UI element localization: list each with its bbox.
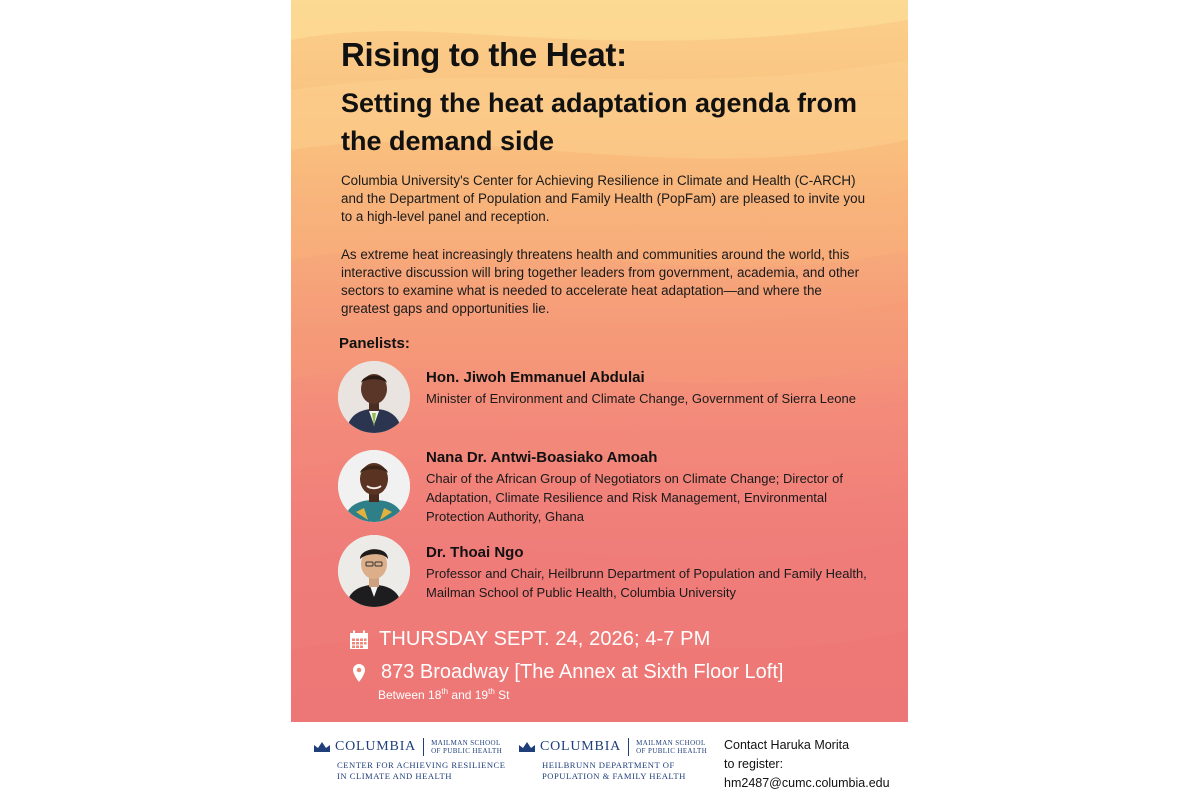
event-flyer bbox=[291, 0, 908, 722]
contact-instruction: to register: bbox=[724, 757, 784, 771]
panelist-photo bbox=[338, 450, 410, 522]
map-pin-icon bbox=[353, 664, 365, 682]
panelist-role: Minister of Environment and Climate Change, Government of Sierra Leone bbox=[426, 391, 856, 406]
panelist-role: Professor and Chair, Heilbrunn Department of Population and Family Health, Mailman School of Public Health, Columbia University bbox=[426, 566, 867, 600]
logo-subtitle: HEILBRUNN DEPARTMENT OF POPULATION & FAMILY HEALTH bbox=[542, 760, 686, 781]
event-date-row bbox=[349, 628, 710, 651]
description-paragraph: As extreme heat increasingly threatens health and communities around the world, this interactive discussion will bring together leaders from government, academia, and other sectors to examine what is needed to accelerate heat adaptation—and where the greatest gaps and opportunities lie. bbox=[341, 247, 860, 316]
logo-divider bbox=[628, 738, 629, 756]
panelist-photo bbox=[338, 361, 410, 433]
contact-name: Contact Haruka Morita bbox=[724, 738, 850, 752]
calendar-icon bbox=[349, 630, 369, 650]
location-cross-streets: Between 18th and 19th St bbox=[378, 687, 510, 702]
logo-wordmark: COLUMBIA bbox=[540, 739, 622, 754]
intro-paragraph: Columbia University's Center for Achieving Resilience in Climate and Health (C-ARCH) and the Department of Population and Family Health (PopFam) are pleased to invite you to a high-level panel and reception. bbox=[341, 173, 866, 224]
event-subtitle: Setting the heat adaptation agenda from the demand side bbox=[341, 88, 858, 156]
crown-icon bbox=[313, 741, 331, 753]
logo-divider bbox=[423, 738, 424, 756]
contact-email-link[interactable]: hm2487@cumc.columbia.edu bbox=[724, 776, 890, 790]
panelist-name: Dr. Thoai Ngo bbox=[426, 544, 524, 561]
event-title: Rising to the Heat: bbox=[341, 36, 627, 73]
logo-wordmark: COLUMBIA bbox=[335, 739, 417, 754]
panelist-name: Hon. Jiwoh Emmanuel Abdulai bbox=[426, 369, 645, 386]
event-date: THURSDAY SEPT. 24, 2026; 4-7 PM bbox=[379, 628, 711, 650]
panelist-role: Chair of the African Group of Negotiators on Climate Change; Director of Adaptation, Climate Resilience and Risk Management, Environmental Protection Authority, Ghana bbox=[426, 471, 843, 524]
panelists-heading: Panelists: bbox=[339, 335, 410, 352]
footer bbox=[0, 722, 1200, 800]
crown-icon bbox=[518, 741, 536, 753]
contact-info bbox=[724, 736, 890, 793]
event-location-row bbox=[353, 661, 783, 684]
panelist-name: Nana Dr. Antwi-Boasiako Amoah bbox=[426, 449, 658, 466]
logo-school-name: MAILMAN SCHOOL OF PUBLIC HEALTH bbox=[636, 739, 708, 755]
logo-school-name: MAILMAN SCHOOL OF PUBLIC HEALTH bbox=[431, 739, 503, 755]
logo-subtitle: CENTER FOR ACHIEVING RESILIENCE IN CLIMATE AND HEALTH bbox=[337, 760, 506, 781]
panelist-photo bbox=[338, 535, 410, 607]
event-location: 873 Broadway [The Annex at Sixth Floor Loft] bbox=[381, 661, 784, 683]
